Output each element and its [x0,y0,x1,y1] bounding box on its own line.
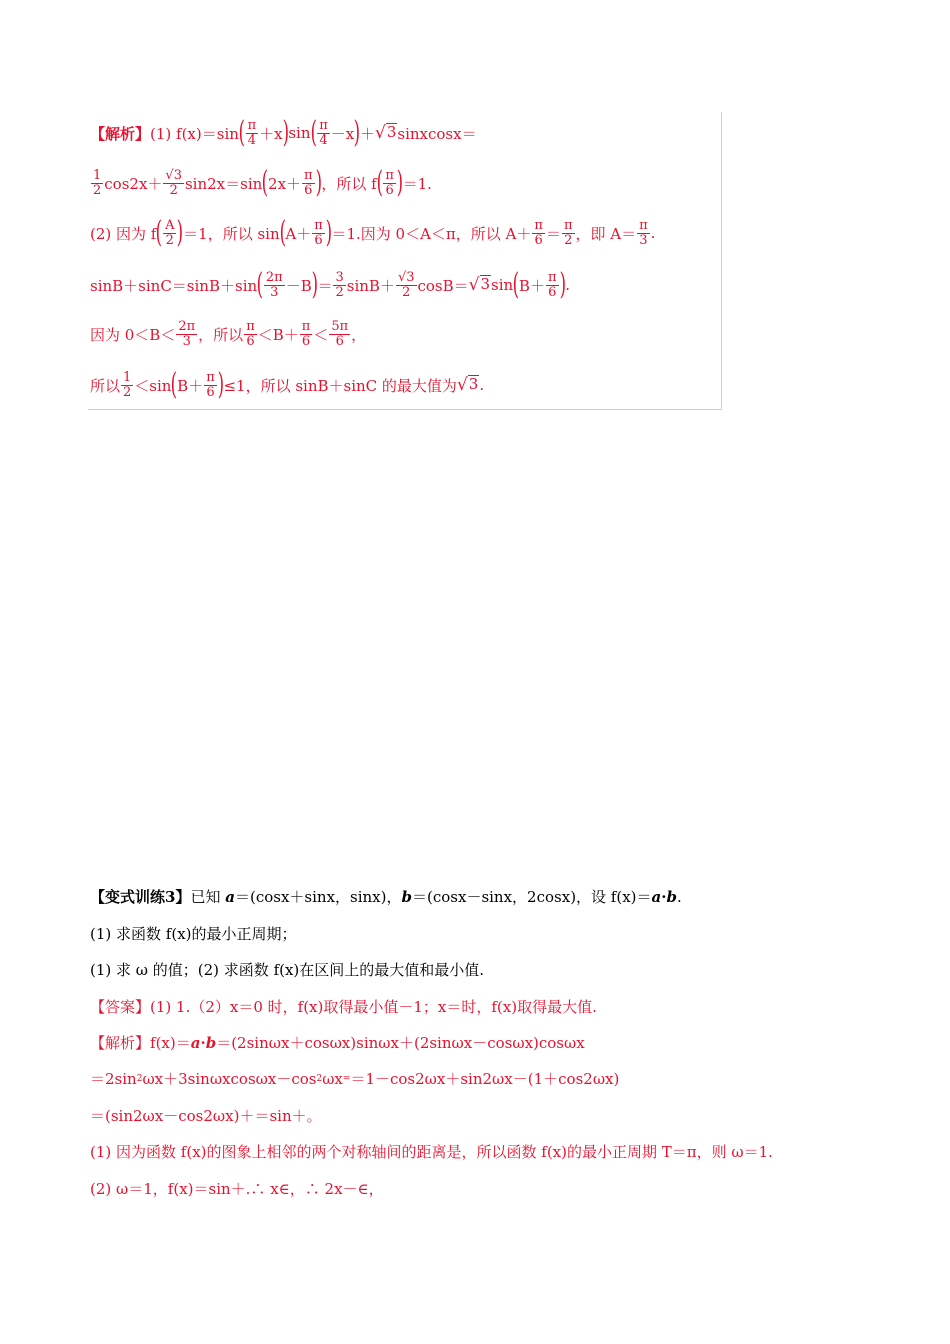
text: . [479,376,485,394]
fraction [317,119,330,148]
text: (1) 求函数 f(x)的最小正周期； [90,925,297,943]
denominator: 6 [534,232,543,248]
fraction [163,219,176,248]
left-paren: ( [376,165,383,200]
text: 2x＋ [268,174,302,193]
vector-b: b [666,887,677,906]
left-paren: ( [261,165,269,200]
dot-operator: · [200,1033,206,1052]
right-paren: ) [311,267,318,302]
fraction [91,169,103,198]
analysis-line-5 [90,1178,384,1199]
text: ＝(cosx－sinx，2cosx)，设 f(x)＝ [412,888,652,906]
text: sinB＋ [346,276,395,295]
text: (2) ω＝1，f(x)＝sin＋.∴ x∈，∴ 2x－∈， [90,1180,384,1198]
denominator: 6 [385,182,394,198]
text: sin [491,276,514,294]
solution-line-2 [90,165,432,200]
numerator: 2π [265,269,283,285]
fraction [637,219,650,248]
superscript: 2 [316,1073,323,1084]
answer-text: (1) 1.（2）x＝0 时，f(x)取得最小值－1；x＝时，f(x)取得最大值. [150,998,597,1016]
numerator: 5π [331,319,349,334]
denominator: 2 [165,232,174,248]
solution-line-5 [90,320,366,349]
text: ＋x [259,124,283,143]
denominator: 6 [304,182,313,198]
fraction [333,271,345,300]
text: . [565,276,570,294]
fraction [246,119,259,148]
analysis-line-1 [90,1032,585,1053]
denominator: 6 [206,384,215,400]
fraction [329,320,350,349]
denominator: 3 [270,284,279,300]
numerator: π [206,369,215,385]
numerator: π [246,319,255,334]
text: －x [330,124,355,143]
numerator: π [547,269,557,285]
text: 已知 [190,888,226,906]
text: cos2x＋ [104,174,163,193]
fraction [204,371,217,400]
radicand: 3 [480,275,491,293]
numerator: 1 [123,369,132,385]
right-paren: ) [282,115,289,150]
fraction [396,271,417,300]
fraction [546,271,559,300]
text: ＝1. [402,174,432,193]
sqrt: √ 3 [374,123,397,143]
solution-line-6 [90,367,485,402]
denominator: 2 [402,284,411,300]
left-paren: ( [279,215,286,250]
text: －B [285,276,312,295]
vector-b: b [205,1033,217,1052]
text: ， [351,326,367,344]
text: ＝1.因为 0＜A＜π，所以 A＋ [331,224,532,243]
text: B＋ [177,376,204,395]
fraction [312,219,325,248]
text: sin2x＝sin [184,174,263,193]
vector-b: b [401,887,412,906]
text: ＝(sin2ωx－cos2ωx)＋＝sin＋。 [90,1107,322,1125]
text: ＝ [317,276,333,295]
text: (1) f(x)＝sin [150,124,239,143]
vector-a: a [190,1033,201,1052]
numerator: π [304,167,313,183]
left-paren: ( [171,367,178,402]
right-paren: ) [217,367,224,402]
text: B＋ [518,276,545,295]
fraction [176,320,197,349]
numerator: π [639,217,648,233]
numerator: A [165,217,175,233]
right-paren: ) [325,215,332,250]
exercise-stem [90,886,682,907]
right-paren: ) [177,215,184,250]
text: ωx＋3sinωxcosωx－cos [142,1070,317,1088]
text: 因为 0＜B＜ [90,326,176,344]
numerator: π [534,217,543,233]
denominator: 6 [335,334,344,349]
analysis-label: 【解析】 [90,124,151,143]
text: ＝2sin [90,1070,137,1088]
radicand: 3 [386,123,397,141]
solution-line-3 [90,215,656,250]
fraction [302,169,315,198]
text: (2) 因为 f [90,224,157,243]
denominator: 6 [246,334,255,349]
left-paren: ( [512,267,520,302]
denominator: 6 [314,232,323,248]
radicand: 3 [468,375,479,393]
answer-label: 【答案】 [90,998,151,1016]
denominator: 2 [123,384,132,400]
vector-a: a [225,887,235,906]
solution-line-1 [90,115,477,150]
text: sinxcosx＝ [397,124,477,143]
fraction [121,371,133,400]
analysis-line-2 [90,1068,619,1089]
fraction [562,219,575,248]
fraction [244,320,257,349]
superscript: 2 [136,1073,143,1084]
left-paren: ( [155,215,163,250]
denominator: 2 [564,232,573,248]
text: (1) 求 ω 的值；(2) 求函数 f(x)在区间上的最大值和最小值. [90,961,485,979]
dot-operator: · [661,887,667,906]
numerator: π [301,319,311,334]
text: ＜B＋ [257,326,299,344]
text: ＝ [545,224,561,243]
text: ＝(cosx＋sinx，sinx)， [234,888,402,906]
denominator: 4 [319,132,328,148]
text: f(x)＝ [150,1034,191,1052]
left-paren: ( [310,115,317,150]
answer-line [90,996,597,1017]
text: ＜ [313,326,329,344]
numerator: π [314,217,323,233]
numerator: 3 [335,269,344,285]
text: . [650,224,656,242]
numerator: 2π [178,319,196,334]
analysis-label: 【解析】 [90,1034,151,1052]
text: ＜sin [134,376,172,395]
exercise-title: 【变式训练3】 [90,888,191,906]
subscript: = [342,1073,351,1084]
solution-line-4 [90,267,570,302]
numerator: π [563,217,573,233]
text: ωx [322,1069,343,1088]
sqrt: √ 3 [456,375,479,395]
fraction [163,169,184,198]
text: ，所以 f [321,174,377,193]
solution-box [88,112,722,410]
right-paren: ) [353,115,361,150]
numerator: π [247,117,257,133]
analysis-line-3 [90,1105,322,1126]
left-paren: ( [238,115,245,150]
denominator: 2 [93,182,102,198]
right-paren: ) [559,267,566,302]
fraction [264,271,285,300]
fraction [300,320,313,349]
text: sinB＋sinC＝sinB＋sin [90,276,258,295]
fraction [383,169,396,198]
denominator: 6 [548,284,557,300]
text: A＋ [285,224,312,243]
text: cosB＝ [417,276,469,295]
denominator: 3 [182,334,191,349]
text: ，即 A＝ [575,224,637,243]
right-paren: ) [396,165,403,200]
text: ≤1，所以 sinB＋sinC 的最大值为 [223,376,457,395]
denominator: 4 [247,132,257,148]
numerator: √3 [165,167,182,183]
sqrt: √ 3 [468,275,491,295]
text: ＝1－cos2ωx＋sin2ωx－(1＋cos2ωx) [350,1070,620,1088]
vector-a: a [651,887,662,906]
denominator: 2 [169,182,178,198]
numerator: √3 [397,269,415,285]
text: (1) 因为函数 f(x)的图象上相邻的两个对称轴间的距离是，所以函数 f(x)的最小正周期 T＝π，则 ω＝1. [90,1143,773,1161]
numerator: π [319,117,328,133]
left-paren: ( [256,267,264,302]
text: ＋ [359,124,375,143]
question-1 [90,923,297,944]
text: . [677,887,682,906]
denominator: 6 [301,334,311,349]
analysis-line-4 [90,1141,773,1162]
right-paren: ) [315,165,322,200]
fraction [532,219,545,248]
numerator: 1 [93,167,102,183]
text: ＝(2sinωx＋cosωx)sinωx＋(2sinωx－cosωx)cosωx [216,1034,585,1052]
question-2 [90,959,484,980]
text: ＝1，所以 sin [183,224,280,243]
text: sin [288,124,311,142]
text: 所以 [90,376,121,395]
text: ，所以 [198,326,244,344]
denominator: 2 [335,284,344,300]
numerator: π [385,167,394,183]
denominator: 3 [639,232,648,248]
